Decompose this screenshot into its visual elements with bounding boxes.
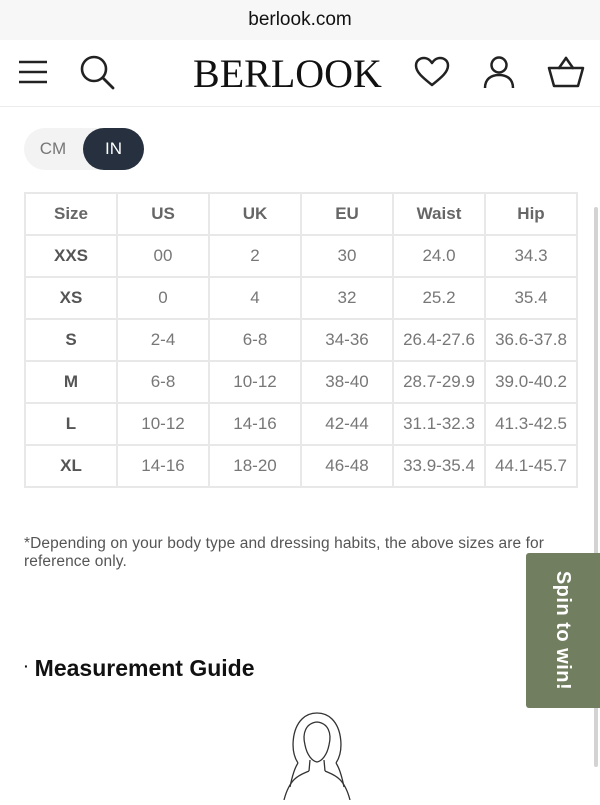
cell-uk: 6-8 xyxy=(209,319,301,361)
cell-size: L xyxy=(25,403,117,445)
cell-eu: 34-36 xyxy=(301,319,393,361)
cell-waist: 24.0 xyxy=(393,235,485,277)
cell-eu: 46-48 xyxy=(301,445,393,487)
cell-size: S xyxy=(25,319,117,361)
cell-hip: 36.6-37.8 xyxy=(485,319,577,361)
menu-icon[interactable] xyxy=(14,53,52,91)
cell-hip: 41.3-42.5 xyxy=(485,403,577,445)
brand-logo[interactable] xyxy=(185,50,390,96)
cell-us: 00 xyxy=(117,235,209,277)
table-header-row xyxy=(25,193,577,235)
size-table xyxy=(24,192,578,488)
bullet-dot: · xyxy=(24,658,29,674)
table-row xyxy=(25,319,577,361)
cell-hip: 35.4 xyxy=(485,277,577,319)
cell-us: 10-12 xyxy=(117,403,209,445)
column-header-waist: Waist xyxy=(393,193,485,235)
cell-size: XS xyxy=(25,277,117,319)
logo-text: BERLOOK xyxy=(193,50,382,96)
measurement-guide-title: Measurement Guide xyxy=(34,655,255,681)
column-header-uk: UK xyxy=(209,193,301,235)
cell-waist: 28.7-29.9 xyxy=(393,361,485,403)
size-disclaimer-note: *Depending on your body type and dressing habits, the above sizes are for reference only. xyxy=(24,535,544,570)
table-row xyxy=(25,403,577,445)
heart-icon[interactable] xyxy=(413,53,451,91)
url-text[interactable]: berlook.com xyxy=(248,9,352,30)
column-header-us: US xyxy=(117,193,209,235)
body-silhouette-illustration xyxy=(272,707,362,800)
cell-size: M xyxy=(25,361,117,403)
cell-hip: 34.3 xyxy=(485,235,577,277)
cell-waist: 26.4-27.6 xyxy=(393,319,485,361)
cell-uk: 18-20 xyxy=(209,445,301,487)
cell-size: XL xyxy=(25,445,117,487)
cell-uk: 4 xyxy=(209,277,301,319)
cell-uk: 10-12 xyxy=(209,361,301,403)
cell-uk: 2 xyxy=(209,235,301,277)
cell-hip: 39.0-40.2 xyxy=(485,361,577,403)
measurement-guide-heading xyxy=(24,655,255,682)
size-chart-content xyxy=(0,107,600,800)
table-row xyxy=(25,361,577,403)
cell-waist: 33.9-35.4 xyxy=(393,445,485,487)
column-header-eu: EU xyxy=(301,193,393,235)
cell-us: 2-4 xyxy=(117,319,209,361)
cell-eu: 32 xyxy=(301,277,393,319)
cell-eu: 42-44 xyxy=(301,403,393,445)
site-header xyxy=(0,40,600,107)
column-header-size: Size xyxy=(25,193,117,235)
unit-option-in[interactable]: IN xyxy=(83,128,144,170)
cell-eu: 30 xyxy=(301,235,393,277)
cell-size: XXS xyxy=(25,235,117,277)
column-header-hip: Hip xyxy=(485,193,577,235)
cell-uk: 14-16 xyxy=(209,403,301,445)
cell-hip: 44.1-45.7 xyxy=(485,445,577,487)
cell-us: 0 xyxy=(117,277,209,319)
cell-eu: 38-40 xyxy=(301,361,393,403)
cell-us: 6-8 xyxy=(117,361,209,403)
search-icon[interactable] xyxy=(78,53,116,91)
spin-to-win-label: Spin to win! xyxy=(552,570,575,691)
table-row xyxy=(25,445,577,487)
table-row xyxy=(25,277,577,319)
cell-waist: 31.1-32.3 xyxy=(393,403,485,445)
user-icon[interactable] xyxy=(480,53,518,91)
unit-toggle xyxy=(24,128,144,170)
basket-icon[interactable] xyxy=(547,53,585,91)
browser-url-bar[interactable] xyxy=(0,0,600,40)
table-row xyxy=(25,235,577,277)
unit-option-cm[interactable]: CM xyxy=(39,139,67,158)
cell-waist: 25.2 xyxy=(393,277,485,319)
spin-to-win-tab[interactable] xyxy=(526,553,600,708)
cell-us: 14-16 xyxy=(117,445,209,487)
